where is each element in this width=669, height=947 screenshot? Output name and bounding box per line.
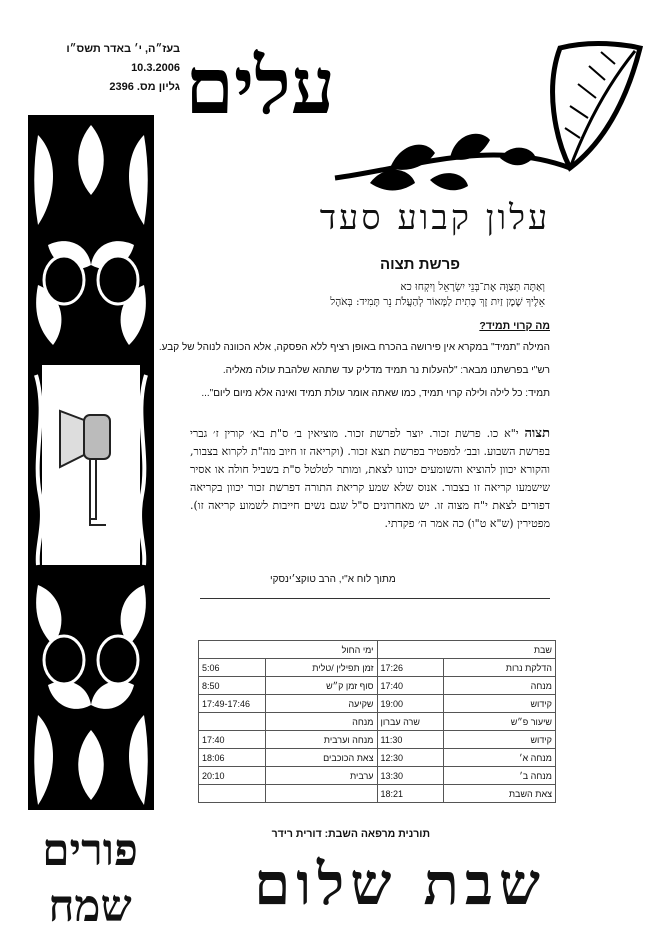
table-cell: קידוש [444, 695, 556, 713]
logo-text: עלים [185, 41, 335, 132]
parasha-name: פרשת תצוה [380, 256, 460, 273]
source-credit: מתוך לוח א"י, הרב טוקצ׳ינסקי [270, 574, 396, 585]
table-row [199, 641, 556, 659]
table-cell: מנחה [444, 677, 556, 695]
purim-line: שמח [48, 881, 132, 932]
table-cell: 18:21 [377, 785, 444, 803]
table-cell: שרה עברון [377, 713, 444, 731]
table-cell: מנחה א׳ [444, 749, 556, 767]
paragraph-line: רש"י בפרשתנו מבאר: "להעלות נר תמיד מדליק עד שתהא שלהבת עולה מאליה. [222, 365, 550, 376]
table-cell: זמן תפילין /טלית [265, 659, 377, 677]
table-cell [199, 713, 266, 731]
table-cell: 18:06 [199, 749, 266, 767]
table-row [199, 713, 556, 731]
table-cell: 13:30 [377, 767, 444, 785]
torah-credit: תורנית מרפאה השבת: דורית רידר [271, 828, 430, 840]
table-row [199, 767, 556, 785]
table-cell: הדלקת נרות [444, 659, 556, 677]
table-cell: 5:06 [199, 659, 266, 677]
table-cell: 17:49-17:46 [199, 695, 266, 713]
table-cell [265, 785, 377, 803]
table-row [199, 749, 556, 767]
table-cell: 17:40 [377, 677, 444, 695]
table-cell: 11:30 [377, 731, 444, 749]
table-cell: ערבית [265, 767, 377, 785]
shabbat-header: שבת [377, 641, 556, 659]
purim-greeting [20, 823, 160, 935]
hebrew-date: בעז״ה, י׳ באדר תשס״ו [66, 43, 180, 55]
purim-line: פורים [42, 825, 138, 876]
gregorian-date: 10.3.2006 [131, 62, 180, 74]
paragraph-lead: תצוה [524, 426, 550, 441]
shabbat-shalom-greeting: שבת שלום [254, 850, 546, 918]
table-row [199, 659, 556, 677]
table-row [199, 695, 556, 713]
table-cell: שקיעה [265, 695, 377, 713]
table-row [199, 785, 556, 803]
verse-line: וְאַתָּה תְּצַוֶּה אֶת־בְּנֵי יִשְׂרָאֵל וְיִקְחוּ כא [400, 281, 545, 293]
table-cell: 19:00 [377, 695, 444, 713]
table-cell [199, 785, 266, 803]
table-cell: 20:10 [199, 767, 266, 785]
alim-logo [185, 18, 650, 198]
verse-line: אֵלֶיךָ שֶׁמֶן זַיִת זָךְ כָּתִית לַמָּאוֹר לְהַעֲלֹת נֵר תָּמִיד: בְּאֹהֶל [330, 296, 545, 308]
table-cell: מנחה וערבית [265, 731, 377, 749]
table-cell: 17:26 [377, 659, 444, 677]
ornament-column [28, 115, 154, 810]
table-cell: צאת הכוכבים [265, 749, 377, 767]
table-row [199, 731, 556, 749]
paragraph-body: י"א כו. פרשת זכור. יוצר לפרשת זכור. מוציאין ב׳ ס"ת בא׳ קורין ז׳ גברי בפרשת השבוע. ובב׳ למפטיר בפרשת תצא זכור. (וקריאה זו חיוב מה"ת לקרוא בצבור, והקורא יכוון להוציא והשומעים יכוונו לצאת, ומותר לטלטל ס"ת בשביל חולה או אסיר שישמעו קריאה זו בצבור. אנוס שלא שמע קריאת התורה דפרשת זכור יכוון בקריאה דפורים לצאת י"ח מצוה זו. יש מאחרונים ס"ל שגם נשים חייבות לשמוע קריאה זו). מפטירין (ש"א ט"ו) כה אמר ה׳ פקדתי. [190, 427, 550, 530]
prayer-times-table [198, 640, 556, 803]
table-cell: שיעור פ״ש [444, 713, 556, 731]
weekday-header: ימי החול [199, 641, 378, 659]
section-title: מה קרוי תמיד? [479, 320, 550, 332]
table-cell: מנחה [265, 713, 377, 731]
table-cell: 17:40 [199, 731, 266, 749]
table-cell: 12:30 [377, 749, 444, 767]
paragraph-line: המילה "תמיד" במקרא אין פירושה בהכרח באופן רציף ללא הפסקה, אלא הכוונה לנוהל של קבע. [158, 342, 550, 353]
table-cell: קידוש [444, 731, 556, 749]
table-cell: צאת השבת [444, 785, 556, 803]
table-cell: סוף זמן ק״ש [265, 677, 377, 695]
paragraph-line: תמיד: כל לילה ולילה קרוי תמיד, כמו שאתה אומר עולת תמיד ואינה אלא מיום ליום"... [201, 388, 550, 399]
table-cell: מנחה ב׳ [444, 767, 556, 785]
newsletter-title: עלון קבוע סעד [319, 198, 551, 238]
verse-block [195, 280, 545, 310]
divider [200, 598, 550, 599]
halacha-paragraph [190, 425, 550, 533]
issue-number: גליון מס. 2396 [109, 81, 180, 93]
table-row [199, 677, 556, 695]
issue-meta [30, 40, 180, 97]
table-cell: 8:50 [199, 677, 266, 695]
